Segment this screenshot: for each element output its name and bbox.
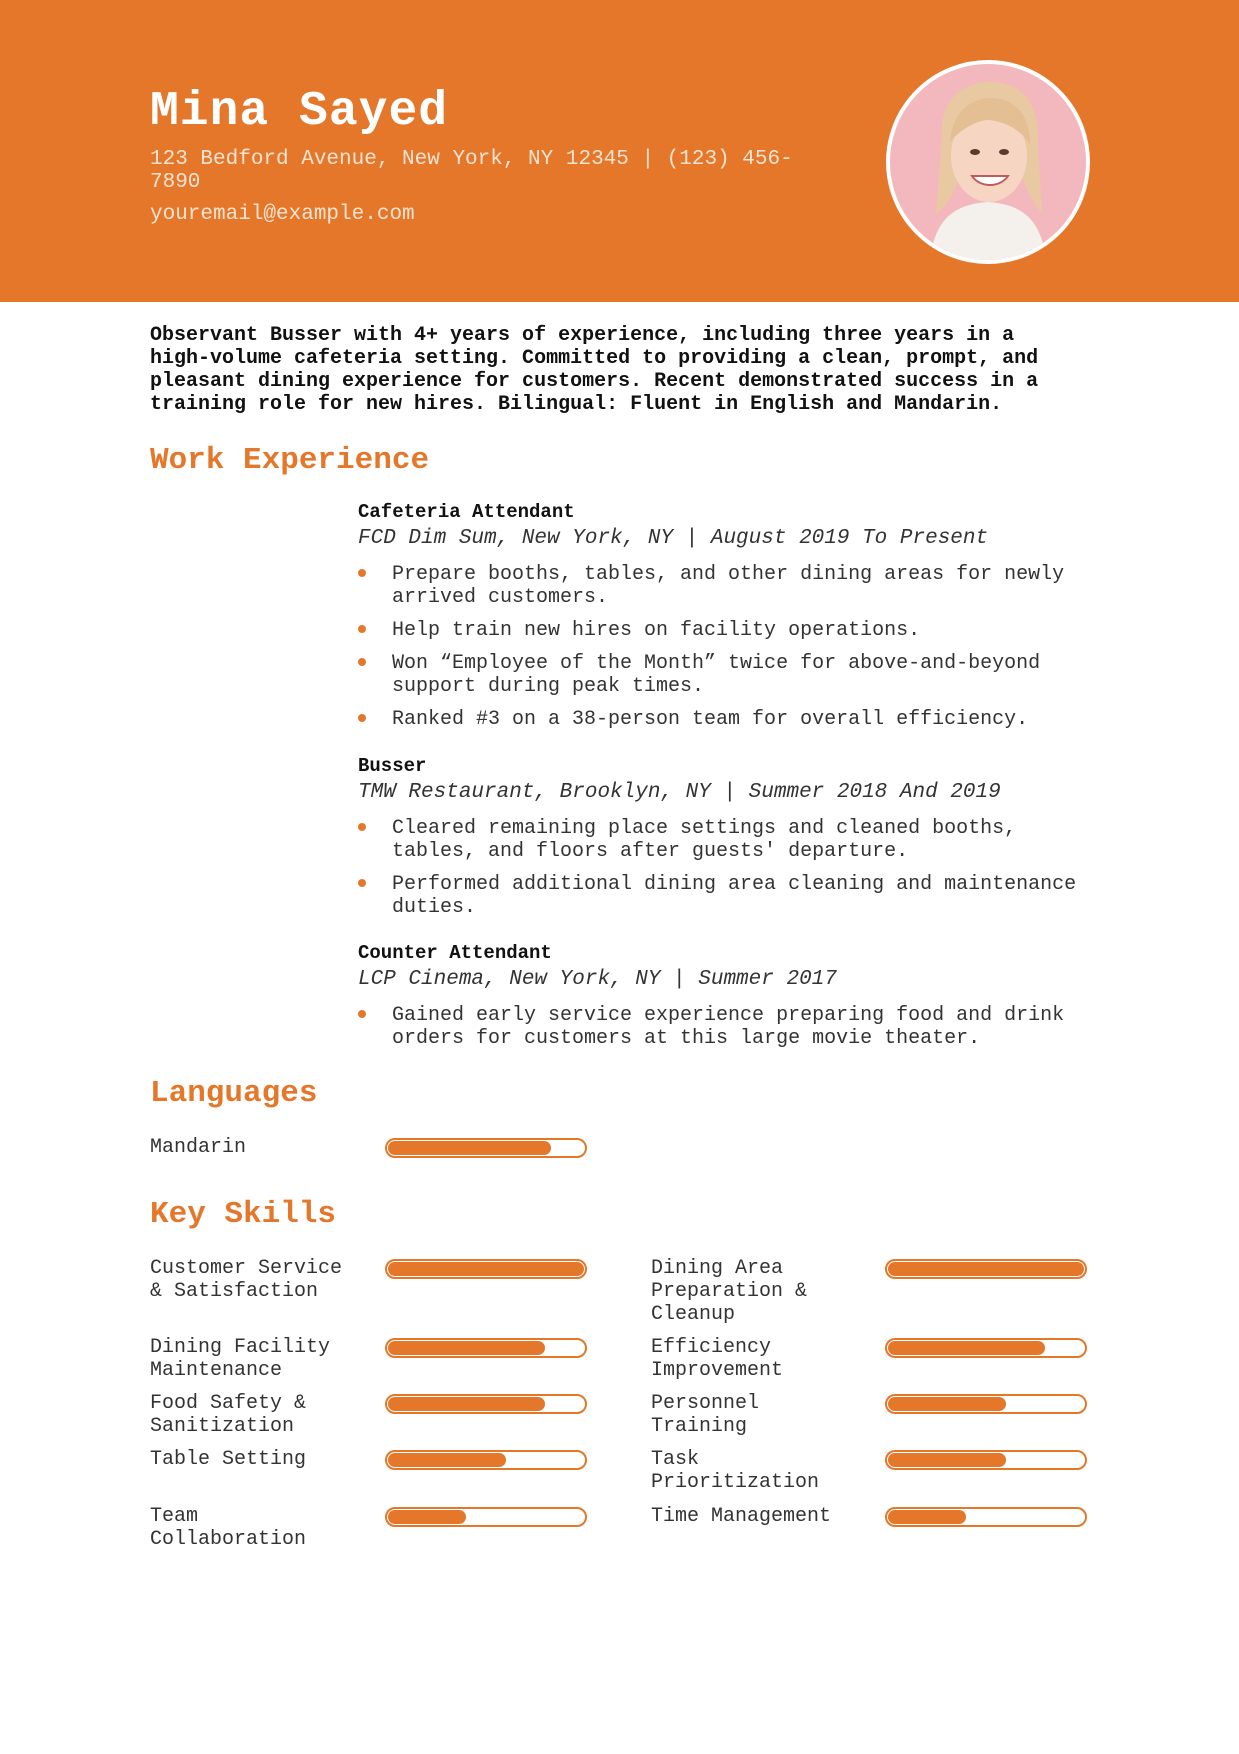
level-fill [388, 1397, 545, 1411]
contact-email: youremail@example.com [150, 203, 415, 226]
section-title-key-skills: Key Skills [150, 1197, 337, 1232]
level-fill [888, 1341, 1045, 1355]
bullet-dot-icon [358, 879, 366, 887]
section-title-work-experience: Work Experience [150, 443, 430, 478]
portrait-image [890, 64, 1086, 260]
level-fill [888, 1510, 966, 1524]
level-fill [388, 1453, 506, 1467]
skill-label: Customer Service & Satisfaction [150, 1257, 343, 1303]
skill-label: Personnel Training [651, 1392, 760, 1438]
bullet-dot-icon [358, 658, 366, 666]
job-bullet: Help train new hires on facility operations. [358, 619, 1098, 642]
bullet-dot-icon [358, 714, 366, 722]
skill-label: Food Safety & Sanitization [150, 1392, 307, 1438]
skill-label: Team Collaboration [150, 1505, 307, 1551]
job-title: Counter Attendant [358, 942, 552, 964]
language-level-bar [385, 1138, 587, 1158]
language-label: Mandarin [150, 1136, 247, 1159]
professional-summary: Observant Busser with 4+ years of experience, including three years in a high-volume cafeteria setting. Committed to providing a clean, prompt, and pleasant dining experience for customers. Recent demonstrated success in a training role for new hires. Bilingual: Fluent in English and Mandarin. [150, 324, 1039, 416]
profile-photo [886, 60, 1090, 264]
bullet-dot-icon [358, 625, 366, 633]
job-title: Cafeteria Attendant [358, 501, 575, 523]
bullet-dot-icon [358, 1010, 366, 1018]
job-bullet: Ranked #3 on a 38-person team for overall efficiency. [358, 708, 1098, 731]
bullet-dot-icon [358, 569, 366, 577]
skill-level-bar [385, 1450, 587, 1470]
skill-label: Dining Area Preparation & Cleanup [651, 1257, 808, 1326]
skill-level-bar [385, 1338, 587, 1358]
skill-label: Dining Facility Maintenance [150, 1336, 331, 1382]
skill-level-bar [885, 1338, 1087, 1358]
skill-level-bar [385, 1507, 587, 1527]
job-meta: TMW Restaurant, Brooklyn, NY | Summer 2018 And 2019 [358, 781, 1001, 804]
header-banner [0, 0, 1239, 302]
level-fill [888, 1397, 1006, 1411]
skill-level-bar [885, 1450, 1087, 1470]
candidate-name: Mina Sayed [150, 85, 449, 139]
job-bullet: Prepare booths, tables, and other dining areas for newly arrived customers. [358, 563, 1098, 609]
job-bullet: Performed additional dining area cleaning and maintenance duties. [358, 873, 1098, 919]
level-fill [388, 1510, 466, 1524]
level-fill [388, 1262, 584, 1276]
level-fill [388, 1141, 551, 1155]
skill-label: Time Management [651, 1505, 832, 1528]
level-fill [388, 1341, 545, 1355]
job-title: Busser [358, 755, 427, 777]
skill-label: Task Prioritization [651, 1448, 820, 1494]
job-bullet: Gained early service experience preparing food and drink orders for customers at this large movie theater. [358, 1004, 1098, 1050]
bullet-dot-icon [358, 823, 366, 831]
contact-address-phone: 123 Bedford Avenue, New York, NY 12345 | (123) 456-7890 [150, 148, 793, 194]
level-fill [888, 1453, 1006, 1467]
section-title-languages: Languages [150, 1076, 318, 1111]
level-fill [888, 1262, 1084, 1276]
job-meta: FCD Dim Sum, New York, NY | August 2019 To Present [358, 527, 989, 550]
skill-level-bar [385, 1394, 587, 1414]
job-bullet: Won “Employee of the Month” twice for above-and-beyond support during peak times. [358, 652, 1098, 698]
skill-label: Efficiency Improvement [651, 1336, 784, 1382]
skill-label: Table Setting [150, 1448, 307, 1471]
job-bullet: Cleared remaining place settings and cleaned booths, tables, and floors after guests' departure. [358, 817, 1098, 863]
skill-level-bar [885, 1394, 1087, 1414]
job-meta: LCP Cinema, New York, NY | Summer 2017 [358, 968, 837, 991]
skill-level-bar [885, 1259, 1087, 1279]
skill-level-bar [885, 1507, 1087, 1527]
skill-level-bar [385, 1259, 587, 1279]
